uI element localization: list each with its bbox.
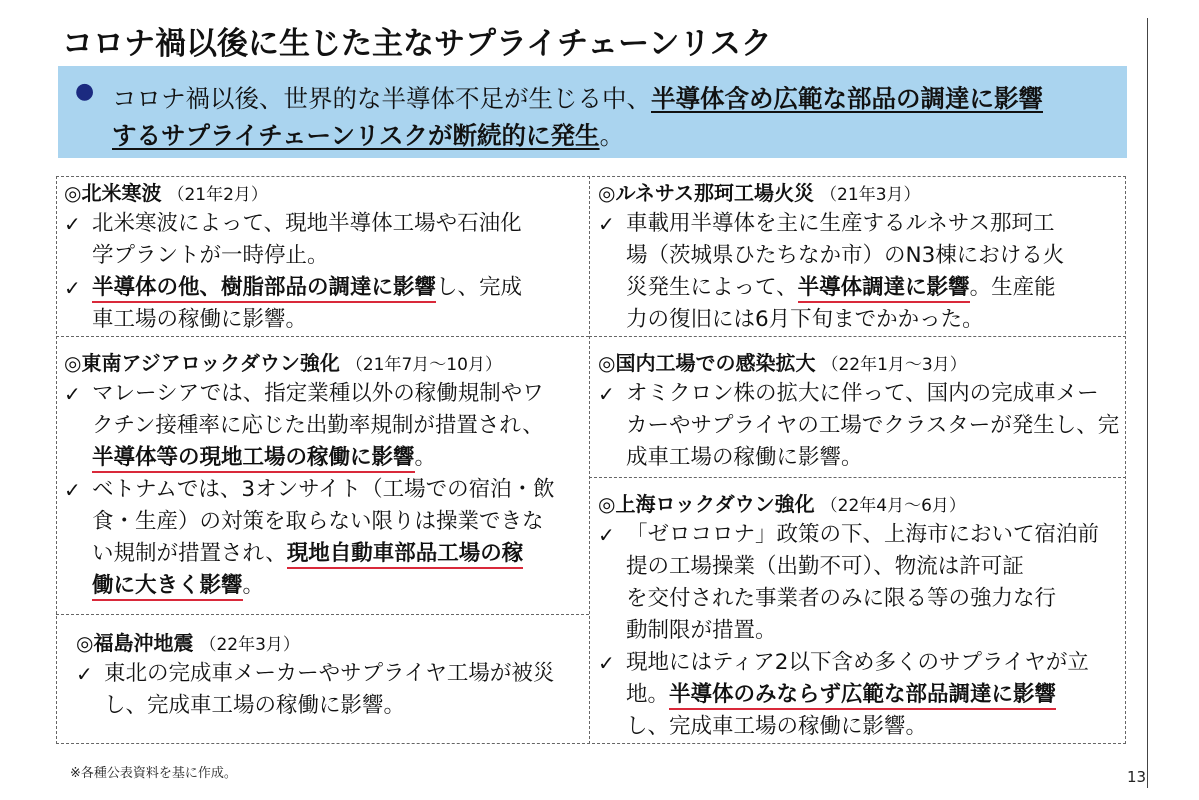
panel-renesas xyxy=(598,178,1064,336)
item-text: を交付された事業者のみに限る等の強力な行 xyxy=(626,586,1057,611)
list-item xyxy=(76,658,554,722)
panel-kokunai xyxy=(598,348,1119,474)
list-item xyxy=(598,519,1099,647)
item-text: 東北の完成車メーカーやサプライヤ工場が被災 xyxy=(104,661,555,686)
item-emphasis: 半導体の他、樹脂部品の調達に影響 xyxy=(92,275,436,303)
item-text: 学プラントが一時停止。 xyxy=(92,243,329,268)
item-text: し、完成車工場の稼働に影響。 xyxy=(626,714,928,739)
list-item xyxy=(598,647,1099,743)
panel-heading xyxy=(76,628,554,658)
item-text: ベトナムでは、3オンサイト（工場での宿泊・飲 xyxy=(92,477,555,502)
heading-text: ◎上海ロックダウン強化 xyxy=(598,492,815,516)
item-text: 動制限が措置。 xyxy=(626,618,777,643)
item-emphasis: 半導体のみならず広範な部品調達に影響 xyxy=(669,682,1056,710)
heading-date: （21年2月） xyxy=(167,185,268,205)
item-emphasis: 半導体等の現地工場の稼働に影響 xyxy=(92,445,415,473)
list-item xyxy=(64,272,522,336)
item-text-line xyxy=(626,272,1064,304)
item-text: い規制が措置され、 xyxy=(92,541,287,566)
item-emphasis: 現地自動車部品工場の稼 xyxy=(287,541,524,569)
list-item xyxy=(64,474,555,602)
panel-heading xyxy=(598,489,1099,519)
checkmark-icon: ✓ xyxy=(76,662,93,686)
item-text: 。 xyxy=(414,445,437,470)
list-item xyxy=(598,378,1119,474)
banner-emphasis: 半導体含め広範な部品の調達に影響 xyxy=(651,84,1043,113)
item-text: 現地にはティア2以下含め多くのサプライヤが立 xyxy=(626,650,1089,675)
right-margin-rule xyxy=(1147,18,1148,788)
grid-divider xyxy=(589,477,1126,478)
grid-divider xyxy=(589,336,1126,337)
item-text: 車載用半導体を主に生産するルネサス那珂工 xyxy=(626,211,1055,236)
item-text: 。 xyxy=(242,573,265,598)
item-text-line xyxy=(92,272,522,304)
bullet-icon: ● xyxy=(75,79,95,104)
grid-divider xyxy=(589,176,590,744)
item-text: し、完成車工場の稼働に影響。 xyxy=(104,693,406,718)
item-text-line xyxy=(626,679,1099,711)
item-text: 提の工場操業（出勤不可）、物流は許可証 xyxy=(626,554,1024,579)
page-title: コロナ禍以後に生じた主なサプライチェーンリスク xyxy=(62,26,772,62)
item-text: 地。 xyxy=(626,682,670,707)
item-text: 食・生産）の対策を取らない限りは操業できな xyxy=(92,509,544,534)
grid-divider xyxy=(56,336,589,337)
item-text: 成車工場の稼働に影響。 xyxy=(626,445,863,470)
source-footnote: ※各種公表資料を基に作成。 xyxy=(70,766,237,781)
heading-date: （22年3月） xyxy=(199,635,300,655)
grid-divider xyxy=(56,614,589,615)
banner-line-2 xyxy=(112,117,624,152)
item-emphasis: 働に大きく影響 xyxy=(92,573,243,601)
item-text-line xyxy=(92,570,555,602)
item-text-line xyxy=(92,442,555,474)
item-text: 。生産能 xyxy=(969,275,1056,300)
panel-shanghai xyxy=(598,489,1099,743)
list-item xyxy=(64,208,522,272)
page-number: 13 xyxy=(1127,768,1147,786)
banner-emphasis: するサプライチェーンリスクが断続的に発生 xyxy=(112,121,600,150)
checkmark-icon: ✓ xyxy=(64,478,81,502)
banner-line-1 xyxy=(112,80,1043,115)
heading-date: （22年4月～6月） xyxy=(820,496,966,516)
heading-text: ◎北米寒波 xyxy=(64,181,162,205)
item-text: 場（茨城県ひたちなか市）のN3棟における火 xyxy=(626,243,1065,268)
heading-date: （21年3月） xyxy=(820,185,921,205)
panel-heading xyxy=(64,178,522,208)
checkmark-icon: ✓ xyxy=(64,212,81,236)
item-text: クチン接種率に応じた出勤率規制が措置され、 xyxy=(92,413,544,438)
checkmark-icon: ✓ xyxy=(598,651,615,675)
item-text: 北米寒波によって、現地半導体工場や石油化 xyxy=(92,211,522,236)
checkmark-icon: ✓ xyxy=(598,523,615,547)
item-emphasis: 半導体調達に影響 xyxy=(798,275,970,303)
panel-fukushima xyxy=(76,628,554,722)
list-item xyxy=(64,378,555,474)
heading-text: ◎福島沖地震 xyxy=(76,631,194,655)
item-text: 災発生によって、 xyxy=(626,275,798,300)
heading-text: ◎国内工場での感染拡大 xyxy=(598,351,816,375)
heading-date: （21年7月～10月） xyxy=(345,355,502,375)
panel-heading xyxy=(598,348,1119,378)
heading-date: （22年1月～3月） xyxy=(821,355,967,375)
item-text: 「ゼロコロナ」政策の下、上海市において宿泊前 xyxy=(626,522,1100,547)
item-text: カーやサプライヤの工場でクラスターが発生し、完 xyxy=(626,413,1120,438)
item-text: 車工場の稼働に影響。 xyxy=(92,307,308,332)
item-text: し、完成 xyxy=(436,275,523,300)
checkmark-icon: ✓ xyxy=(64,382,81,406)
panel-heading xyxy=(64,348,555,378)
banner-text: コロナ禍以後、世界的な半導体不足が生じる中、 xyxy=(112,84,651,113)
item-text: オミクロン株の拡大に伴って、国内の完成車メー xyxy=(626,381,1099,406)
heading-text: ◎東南アジアロックダウン強化 xyxy=(64,351,340,375)
heading-text: ◎ルネサス那珂工場火災 xyxy=(598,181,815,205)
item-text: 力の復旧には6月下旬までかかった。 xyxy=(626,307,984,332)
item-text-line xyxy=(92,538,555,570)
checkmark-icon: ✓ xyxy=(598,382,615,406)
item-text: マレーシアでは、指定業種以外の稼働規制やワ xyxy=(92,381,544,406)
checkmark-icon: ✓ xyxy=(64,276,81,300)
list-item xyxy=(598,208,1064,336)
panel-hokubei xyxy=(64,178,522,336)
panel-heading xyxy=(598,178,1064,208)
panel-tounan xyxy=(64,348,555,602)
banner-text: 。 xyxy=(599,121,625,150)
checkmark-icon: ✓ xyxy=(598,212,615,236)
